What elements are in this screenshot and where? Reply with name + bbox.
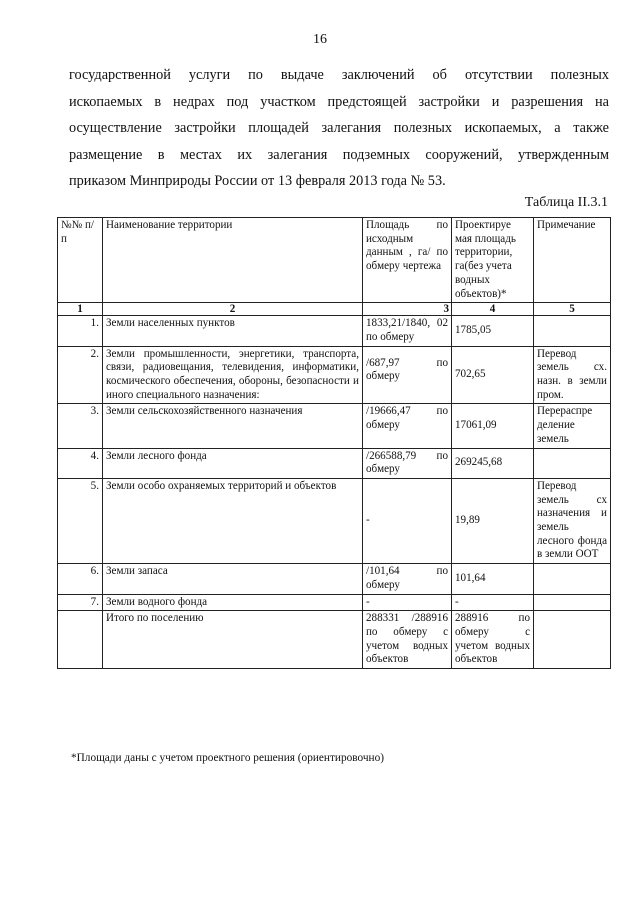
territory-name: Земли особо охраняемых территорий и объектов [103, 478, 363, 563]
table-header-row [58, 218, 611, 303]
territory-name: Земли сельскохозяйственного назначения [103, 404, 363, 448]
header-proj: Проектируе мая площадь территории, га(без учета водных объектов)* [452, 218, 534, 303]
area-projected: 288916 по обмеру с учетом водных объектов [452, 611, 534, 669]
column-number: 2 [103, 303, 363, 316]
area-initial: /19666,47 по обмеру [363, 404, 452, 448]
area-projected: 269245,68 [452, 448, 534, 478]
table-row [58, 448, 611, 478]
area-projected: 17061,09 [452, 404, 534, 448]
row-number: 2. [58, 346, 103, 404]
row-note: Перераспре деление земель [534, 404, 611, 448]
column-number-row [58, 303, 611, 316]
table-caption: Таблица II.3.1 [524, 195, 608, 210]
row-number: 7. [58, 594, 103, 611]
area-initial: /101,64 по обмеру [363, 564, 452, 594]
area-initial: - [363, 594, 452, 611]
header-note: Примечание [534, 218, 611, 303]
header-num: №№ п/п [58, 218, 103, 303]
territory-name: Земли населенных пунктов [103, 316, 363, 346]
area-projected: 702,65 [452, 346, 534, 404]
intro-line: осуществление застройки площадей залегания полезных ископаемых, а также [69, 120, 609, 136]
row-note [534, 564, 611, 594]
page-number: 16 [313, 32, 327, 47]
row-number: 6. [58, 564, 103, 594]
table-row [58, 316, 611, 346]
row-number: 1. [58, 316, 103, 346]
intro-paragraph [69, 62, 609, 195]
intro-line: приказом Минприроды России от 13 февраля 2013 года № 53. [69, 173, 446, 189]
column-number: 1 [58, 303, 103, 316]
table-row [58, 564, 611, 594]
column-number: 3 [363, 303, 452, 316]
territory-name: Земли лесного фонда [103, 448, 363, 478]
territory-name: Земли промышленности, энергетики, транспорта, связи, радиовещания, телевидения, информатики, космического обеспечения, обороны, безопасности и иного специального назначения: [103, 346, 363, 404]
row-note [534, 611, 611, 669]
area-projected: 101,64 [452, 564, 534, 594]
row-number [58, 611, 103, 669]
row-number: 5. [58, 478, 103, 563]
header-area: Площадь по исходным данным , га/ по обмеру чертежа [363, 218, 452, 303]
area-initial: 1833,21/1840, 02 по обмеру [363, 316, 452, 346]
intro-line: размещение в местах их залегания подземных сооружений, утвержденным [69, 146, 609, 163]
area-initial: - [363, 478, 452, 563]
table-row-total [58, 611, 611, 669]
row-note: Перевод земель сх. назн. в земли пром. [534, 346, 611, 404]
row-note: Перевод земель сх назначения и земель лесного фонда в земли ООТ [534, 478, 611, 563]
area-projected: - [452, 594, 534, 611]
table-row [58, 594, 611, 611]
header-name: Наименование территории [103, 218, 363, 303]
footnote: *Площади даны с учетом проектного решения (ориентировочно) [71, 752, 384, 764]
table-row [58, 404, 611, 448]
row-note [534, 448, 611, 478]
territory-name: Итого по поселению [103, 611, 363, 669]
territory-name: Земли водного фонда [103, 594, 363, 611]
area-initial: /687,97 по обмеру [363, 346, 452, 404]
column-number: 4 [452, 303, 534, 316]
area-projected: 1785,05 [452, 316, 534, 346]
intro-line: государственной услуги по выдаче заключений об отсутствии полезных [69, 67, 609, 83]
row-number: 4. [58, 448, 103, 478]
row-note [534, 594, 611, 611]
area-projected: 19,89 [452, 478, 534, 563]
area-initial: /266588,79 по обмеру [363, 448, 452, 478]
land-use-table [57, 217, 611, 669]
table-row [58, 478, 611, 563]
column-number: 5 [534, 303, 611, 316]
area-initial: 288331 /288916 по обмеру с учетом водных объектов [363, 611, 452, 669]
row-number: 3. [58, 404, 103, 448]
row-note [534, 316, 611, 346]
table-row [58, 346, 611, 404]
intro-line: ископаемых в недрах под участком предстоящей застройки и разрешения на [69, 93, 609, 110]
territory-name: Земли запаса [103, 564, 363, 594]
